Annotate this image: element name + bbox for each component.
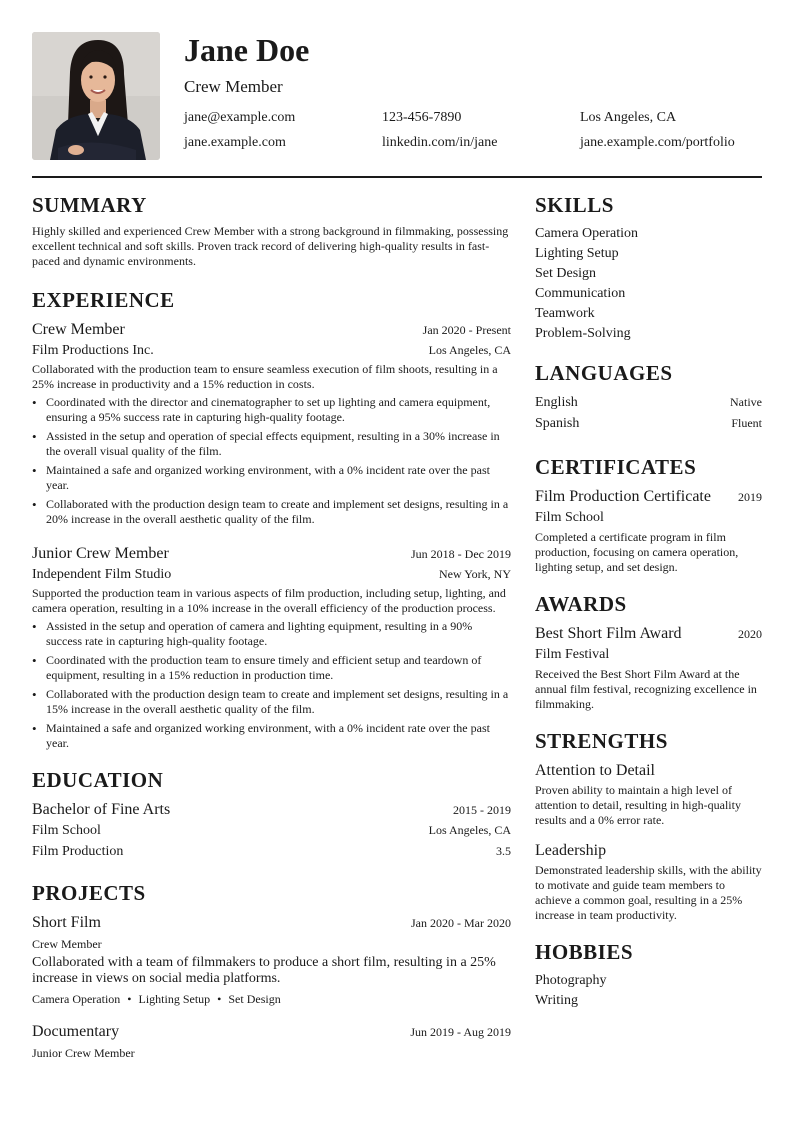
- portfolio-link[interactable]: jane.example.com/portfolio: [580, 135, 735, 150]
- skill-item: Teamwork: [535, 306, 595, 321]
- certificates-section: [535, 454, 762, 575]
- job-location: New York, NY: [438, 567, 511, 581]
- skills-heading: SKILLS: [535, 193, 614, 217]
- hobbies-section: [535, 939, 762, 1011]
- project-entry: [32, 1021, 511, 1062]
- language-item: [535, 413, 762, 434]
- candidate-title: Crew Member: [184, 77, 283, 96]
- languages-heading: LANGUAGES: [535, 361, 673, 385]
- projects-section: [32, 880, 511, 1062]
- job-entry: [32, 543, 511, 751]
- strength-item: [535, 760, 762, 828]
- awards-heading: AWARDS: [535, 592, 627, 616]
- job-bullet: • Coordinated with the production team to ensure timely and efficient setup and teardown of equipment, resulting in a 15% reduction in production time.: [32, 653, 511, 683]
- job-bullets: [32, 395, 511, 527]
- summary-text: Highly skilled and experienced Crew Member with a strong background in filmmaking, possessing excellent technical and soft skills. Proven track record of delivering high-quality results in fast-paced and dynamic environments.: [32, 224, 509, 268]
- skill-item: Lighting Setup: [535, 246, 619, 261]
- project-tags: [32, 991, 511, 1007]
- education-heading: EDUCATION: [32, 768, 164, 792]
- project-dates: Jun 2019 - Aug 2019: [410, 1025, 511, 1039]
- job-bullet: • Assisted in the setup and operation of camera and lighting equipment, resulting in a 90% success rate in capturing high-quality footage.: [32, 619, 511, 649]
- job-bullet: • Maintained a safe and organized working environment, with a 0% incident rate over the past year.: [32, 463, 511, 493]
- experience-heading: EXPERIENCE: [32, 288, 175, 312]
- skill-item: Camera Operation: [535, 226, 639, 241]
- candidate-name: Jane Doe: [184, 32, 310, 68]
- job-bullet: • Maintained a safe and organized working environment, with a 0% incident rate over the past year.: [32, 721, 511, 751]
- right-column: [535, 192, 762, 1027]
- header-divider: [32, 176, 762, 178]
- award-title: Best Short Film Award: [535, 625, 682, 642]
- project-name: Documentary: [32, 1023, 120, 1040]
- projects-heading: PROJECTS: [32, 881, 146, 905]
- strength-item: [535, 840, 762, 923]
- job-company: Film Productions Inc.: [32, 343, 154, 358]
- skill-item: Problem-Solving: [535, 326, 631, 341]
- language-name: Spanish: [535, 416, 580, 431]
- job-role: Junior Crew Member: [32, 545, 169, 562]
- tag-separator: •: [217, 992, 222, 1006]
- experience-section: [32, 287, 511, 751]
- job-bullets: [32, 619, 511, 751]
- education-section: [32, 767, 511, 862]
- hobby-item: Photography: [535, 973, 607, 988]
- profile-photo: [32, 32, 160, 160]
- project-role: Junior Crew Member: [32, 1046, 135, 1060]
- certificates-heading: CERTIFICATES: [535, 455, 697, 479]
- job-bullet: • Collaborated with the production design team to create and implement set designs, resulting in a 20% increase in the overall aesthetic quality of the film.: [32, 497, 511, 527]
- phone-number[interactable]: 123-456-7890: [382, 110, 462, 125]
- project-name: Short Film: [32, 914, 101, 931]
- linkedin-link[interactable]: linkedin.com/in/jane: [382, 135, 498, 150]
- strength-title: Attention to Detail: [535, 762, 655, 779]
- language-level: Fluent: [731, 416, 762, 430]
- project-dates: Jan 2020 - Mar 2020: [411, 916, 511, 930]
- job-role: Crew Member: [32, 321, 125, 338]
- project-tag: Set Design: [228, 992, 281, 1006]
- project-entry: [32, 912, 511, 1007]
- award-issuer: Film Festival: [535, 647, 610, 662]
- project-tag: Camera Operation: [32, 992, 121, 1006]
- certificate-year: 2019: [738, 490, 762, 504]
- skills-list: [535, 224, 762, 344]
- education-school: Film School: [32, 823, 101, 838]
- hobby-item: Writing: [535, 993, 578, 1008]
- certificate-description: Completed a certificate program in film production, focusing on camera operation, lighting setup, and set design.: [535, 530, 739, 574]
- job-bullet: • Assisted in the setup and operation of special effects equipment, resulting in a 30% increase in the overall visual quality of the film.: [32, 429, 511, 459]
- languages-section: [535, 360, 762, 434]
- contact-info: [184, 108, 774, 153]
- strengths-heading: STRENGTHS: [535, 729, 668, 753]
- job-dates: Jun 2018 - Dec 2019: [411, 547, 511, 561]
- job-company: Independent Film Studio: [32, 567, 172, 582]
- education-gpa: 3.5: [496, 844, 511, 858]
- skill-item: Communication: [535, 286, 626, 301]
- job-bullet: • Collaborated with the production design team to create and implement set designs, resulting in a 15% increase in the overall aesthetic quality of the film.: [32, 687, 511, 717]
- location-text: Los Angeles, CA: [580, 110, 677, 125]
- website-link[interactable]: jane.example.com: [184, 135, 286, 150]
- hobbies-list: [535, 971, 762, 1011]
- language-name: English: [535, 395, 578, 410]
- education-degree: Bachelor of Fine Arts: [32, 801, 171, 818]
- strength-description: Proven ability to maintain a high level of attention to detail, resulting in high-quality results and a 0% error rate.: [535, 783, 741, 827]
- resume-header: [32, 32, 762, 160]
- strength-description: Demonstrated leadership skills, with the ability to motivate and guide team members to achieve a common goal, resulting in a 25% increase in team productivity.: [535, 863, 762, 922]
- job-description: Supported the production team in various aspects of film production, including setup, lighting, and camera operation, resulting in a 10% increase in the overall efficiency of the production process.: [32, 586, 506, 615]
- email-link[interactable]: jane@example.com: [184, 110, 296, 125]
- education-dates: 2015 - 2019: [453, 803, 511, 817]
- skill-item: Set Design: [535, 266, 597, 281]
- strength-title: Leadership: [535, 842, 607, 859]
- job-entry: [32, 319, 511, 527]
- award-description: Received the Best Short Film Award at the annual film festival, recognizing excellence in filmmaking.: [535, 667, 757, 711]
- certificate-issuer: Film School: [535, 510, 604, 525]
- language-level: Native: [730, 395, 762, 409]
- job-description: Collaborated with the production team to ensure seamless execution of film shoots, resulting in a 25% increase in productivity and a 15% reduction in costs.: [32, 362, 498, 391]
- awards-section: [535, 591, 762, 712]
- left-column: [32, 192, 511, 1078]
- education-location: Los Angeles, CA: [428, 823, 511, 837]
- job-location: Los Angeles, CA: [428, 343, 511, 357]
- project-description: Collaborated with a team of filmmakers to produce a short film, resulting in a 25% increase in views on social media platforms.: [32, 955, 496, 986]
- language-item: [535, 392, 762, 413]
- education-field: Film Production: [32, 844, 124, 859]
- tag-separator: •: [127, 992, 132, 1006]
- hobbies-heading: HOBBIES: [535, 940, 634, 964]
- job-dates: Jan 2020 - Present: [422, 323, 511, 337]
- job-bullet: • Coordinated with the director and cinematographer to set up lighting and camera equipment, ensuring a 95% success rate in capturing high-quality footage.: [32, 395, 511, 425]
- certificate-title: Film Production Certificate: [535, 488, 711, 505]
- award-year: 2020: [738, 627, 762, 641]
- project-tag: Lighting Setup: [138, 992, 211, 1006]
- summary-heading: SUMMARY: [32, 193, 147, 217]
- skills-section: [535, 192, 762, 344]
- project-role: Crew Member: [32, 937, 102, 951]
- summary-section: [32, 192, 511, 269]
- strengths-section: [535, 728, 762, 923]
